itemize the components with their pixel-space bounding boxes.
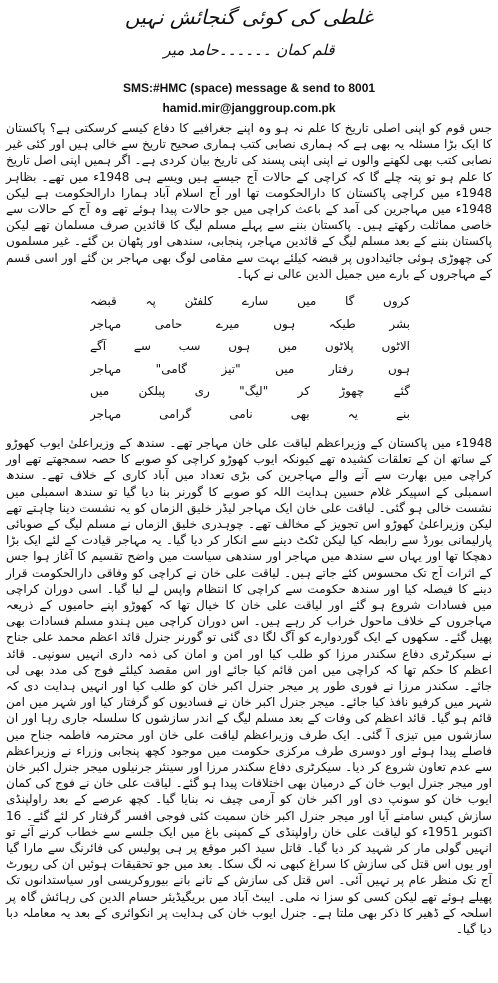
poem-line: بنے یہ بھی نامی گرامی مہاجر (90, 406, 410, 421)
paragraph-history: 1948ء میں پاکستان کے وزیراعظم لیاقت علی خان مہاجر تھے۔ سندھ کے وزیراعلیٰ ایوب کھوڑو کے ساتھ ان کے تعلقات کشیدہ تھے کیونکہ ایوب کھوڑو کراچی کو صوبے کا حصہ سمجھتے تھے اور کراچی میں بھارت سے آنے والے مہاجرین کی بڑی تعداد میں آباد کاری کے خلاف تھے۔ سندھ اسمبلی کے اسپیکر غلام حسین ہدایت اللہ کو صوبے کا گورنر بنا دیا گیا تو سندھ اسمبلی میں نشست خالی ہو گئی۔ لیاقت علی خان ایک مہاجر لیڈر خلیق الزماں کو یہ نشست دینا چاہتے تھے لیکن وزیراعلیٰ کھوڑو اس تجویز کے مخالف تھے۔ چوہدری خلیق الزماں نے مسلم لیگ کے صوبائی پارلیمانی بورڈ سے رابطہ کیا لیکن ٹکٹ دینے سے انکار کر دیا گیا۔ یہ مہاجر قیادت کے لئے ایک بڑا دھچکا تھا اور یہاں سے سندھ میں مہاجر اور سندھی سیاست میں واضح تقسیم کا آغاز ہوا جس کے اثرات آج تک محسوس کئے جاتے ہیں۔ لیاقت علی خان نے کراچی کو وفاقی دارالحکومت قرار دینے کا فیصلہ کیا اور سندھ حکومت سے کراچی کا انتظام واپس لے لیا گیا۔ اسی دوران کراچی میں فسادات شروع ہو گئے اور لیاقت علی خان کا خیال تھا کہ کھوڑو اپنے حامیوں کے ذریعہ مہاجروں کے خلاف ماحول خراب کر رہے ہیں۔ اس دوران کراچی میں ہندو مسلم فسادات بھی پھیل گئے۔ سکھوں کے ایک گوردوارے کو آگ لگا دی گئی تو گورنر جنرل قائد اعظم محمد علی جناح نے سیکرٹری دفاع سکندر مرزا کو طلب کیا اور امن و امان کی ذمہ داری انہیں سونپی۔ قائد اعظم کا حکم تھا کہ کراچی میں امن قائم کیا جائے اور اس مقصد کیلئے فوج کی مدد بھی لی جائے۔ سکندر مرزا نے فوری طور پر میجر جنرل اکبر خان کو طلب کیا اور انہیں ہدایت دی کہ شہر میں کرفیو نافذ کیا جائے۔ میجر جنرل اکبر خان نے فسادیوں کو گرفتار کیا اور شہر میں امن قائم ہو گیا۔ قائد اعظم کی وفات کے بعد مسلم لیگ کے اندر سازشوں کا سلسلہ جاری رہا اور ان سازشوں میں تیزی آ گئی۔ ایک طرف وزیراعظم لیاقت علی خان اور محترمہ فاطمہ جناح میں فاصلے پیدا ہوئے اور دوسری طرف مرکزی حکومت میں موجود کچھ پنجابی وزراء نے وزیراعظم سے عدم تعاون شروع کر دیا۔ سیکرٹری دفاع سکندر مرزا اور سینئر جرنیلوں میجر جنرل اکبر خان اور میجر جنرل ایوب خان کے درمیان بھی اختلافات پیدا ہو گئے۔ لیاقت علی خان نے فوج کی کمان ایوب خان کو سونپ دی اور اکبر خان کو آرمی چیف نہ بنایا گیا۔ کچھ عرصے کے بعد راولپنڈی سازش کیس سامنے آیا اور میجر جنرل اکبر خان سمیت کئی فوجی افسر گرفتار کر لئے گئے۔ 16 اکتوبر 1951ء کو لیاقت علی خان راولپنڈی کے کمپنی باغ میں ایک جلسے سے خطاب کرنے آئے تو انہیں گولی مار کر شہید کر دیا گیا۔ قاتل سید اکبر موقع پر ہی پولیس کی فائرنگ سے مارا گیا اور یوں اس قتل کی سازش کا سراغ کبھی نہ لگ سکا۔ بعد میں جو تحقیقات ہوئیں ان کی رپورٹ آج تک منظر عام پر نہیں آئی۔ اس قتل کی سازش کے تانے بانے بیوروکریسی اور سیاستدانوں تک پھیلے ہوئے تھے لیکن کسی کو سزا نہ ملی۔ ایبٹ آباد میں بریگیڈیئر حسام الدین کی رہائش گاہ پر اسلحہ کے ڈھیر کا ذکر بھی ملتا ہے۔ جنرل ایوب خان کی ہدایت پر انکوائری کے بعد یہ معاملہ دبا دیا گیا۔ (6, 436, 492, 937)
poem-line: کروں گا میں سارے کلفٹن پہ قبضہ (90, 294, 410, 308)
paragraph-intro: جس قوم کو اپنی اصلی تاریخ کا علم نہ ہو وہ اپنے جغرافیے کا دفاع کیسے کرسکتی ہے؟ پاکستان کا ایک بڑا مسئلہ یہ بھی ہے کہ ہماری نصابی کتب ہماری صحیح تاریخ سے خالی ہیں اور کئی غیر نصابی کتب بھی لکھنے والوں نے اپنی اپنی پسند کی تاریخ بیان کردی ہے۔ اگر ہمیں اپنی اصل تاریخ کا علم ہو تو پتہ چلے گا کہ کراچی کے حالات آج جیسے ہیں ویسے ہی 1948ء میں تھے۔ بظاہر 1948ء میں کراچی پاکستان کا دارالحکومت تھا اور آج اسلام آباد ہمارا دارالحکومت ہے لیکن 1948ء میں مہاجرین کی آمد کے باعث کراچی میں جو حالات پیدا ہوئے تھے وہ آج کے حالات سے خاصی مماثلت رکھتے ہیں۔ پاکستان بننے سے پہلے مسلم لیگ کا قائدین صرف مسلمان تھے لیکن پاکستان بننے کے بعد مسلم لیگ کے قائدین مہاجر، پنجابی، سندھی اور پٹھان بن گئے۔ غیر مسلموں کی چھوڑی ہوئی جائیدادوں پر قبضہ کیلئے بہت سے مقامی لوگ بھی مہاجر بن گئے اور اسی قسم کے مہاجروں کے بارے میں جمیل الدین عالی نے کہا۔ (6, 121, 492, 281)
poem-line: گئے چھوڑ کر "لیگ" ری پبلکن میں (90, 384, 410, 398)
poem-block (90, 290, 410, 425)
poem-line: ہوں رفتار میں "تیز گامی" مہاجر (90, 361, 410, 376)
poem-line: بشر طیکہ ہوں میرے حامی مہاجر (90, 316, 410, 331)
author-email: hamid.mir@janggroup.com.pk (162, 101, 336, 115)
sms-line: SMS:#HMC (space) message & send to 8001 (122, 81, 376, 95)
poem-line: الاٹوں پلاٹوں میں ہوں سب سے آگے (90, 339, 410, 353)
column-title: غلطی کی کوئی گنجائش نہیں (124, 5, 374, 29)
column-byline: قلم کمان ۔۔۔۔۔۔حامد میر (163, 41, 335, 59)
